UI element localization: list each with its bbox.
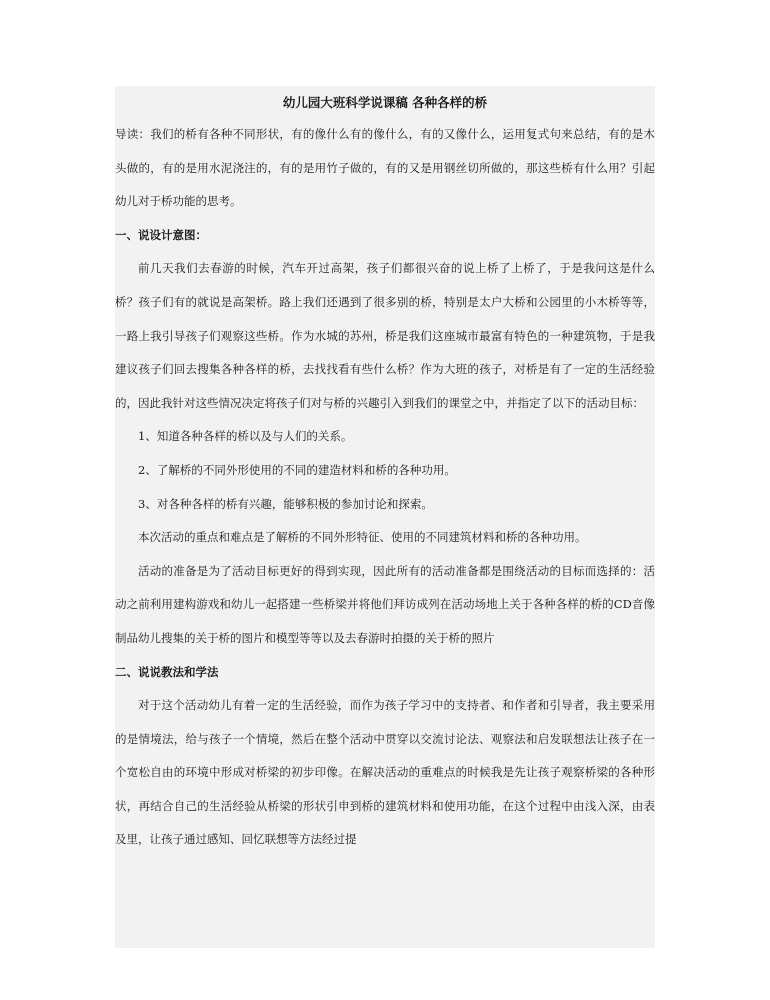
goal-item-3: 3、对各种各样的桥有兴趣，能够积极的参加讨论和探索。 [138,496,433,511]
document-title: 幼儿园大班科学说课稿 各种各样的桥 [282,95,488,110]
section-heading-design-intent: 一、说设计意图： [115,227,207,242]
document-page [115,86,655,948]
goal-item-2: 2、了解桥的不同外形使用的不同的建造材料和桥的各种功用。 [138,462,456,477]
teaching-methods-paragraph: 对于这个活动幼儿有着一定的生活经验，而作为孩子学习中的支持者、和作者和引导者，我主要采用的是情境法，给与孩子一个情境，然后在整个活动中贯穿以交流讨论法、观察法和启发联想法让孩子在一个宽松自由的环境中形成对桥梁的初步印像。在解决活动的重难点的时候我是先让孩子观察桥梁的各种形状，再结合自己的生活经验从桥梁的形状引申到桥的建筑材料和使用功能，在这个过程中由浅入深，由表及里，让孩子通过感知、回忆联想等方法经过提 [115,698,655,847]
design-intent-paragraph: 前几天我们去春游的时候，汽车开过高架，孩子们都很兴奋的说上桥了上桥了，于是我问这是什么桥？孩子们有的就说是高架桥。路上我们还遇到了很多别的桥，特别是太户大桥和公园里的小木桥等等，一路上我引导孩子们观察这些桥。作为水城的苏州，桥是我们这座城市最富有特色的一种建筑物，于是我建议孩子们回去搜集各种各样的桥，去找找看有些什么桥？作为大班的孩子，对桥是有了一定的生活经验的，因此我针对这些情况决定将孩子们对与桥的兴趣引入到我们的课堂之中，并指定了以下的活动目标： [115,261,655,410]
key-points-paragraph: 本次活动的重点和难点是了解桥的不同外形特征、使用的不同建筑材料和桥的各种功用。 [138,530,587,545]
document-body [115,86,655,857]
section-heading-teaching-methods: 二、说说教法和学法 [115,664,219,679]
goal-item-1: 1、知道各种各样的桥以及与人们的关系。 [138,429,353,444]
preparation-paragraph: 活动的准备是为了活动目标更好的得到实现，因此所有的活动准备都是围绕活动的目标而选择的：活动之前利用建构游戏和幼儿一起搭建一些桥梁并将他们拜访成列在活动场地上关于各种各样的桥的CD音像制品幼儿搜集的关于桥的图片和模型等等以及去春游时拍摄的关于桥的照片 [115,563,655,645]
intro-paragraph: 导读：我们的桥有各种不同形状，有的像什么有的像什么，有的又像什么，运用复式句来总结，有的是木头做的，有的是用水泥浇注的，有的是用竹子做的，有的又是用钢丝切所做的，那这些桥有什么用？引起幼儿对于桥功能的思考。 [115,127,655,209]
